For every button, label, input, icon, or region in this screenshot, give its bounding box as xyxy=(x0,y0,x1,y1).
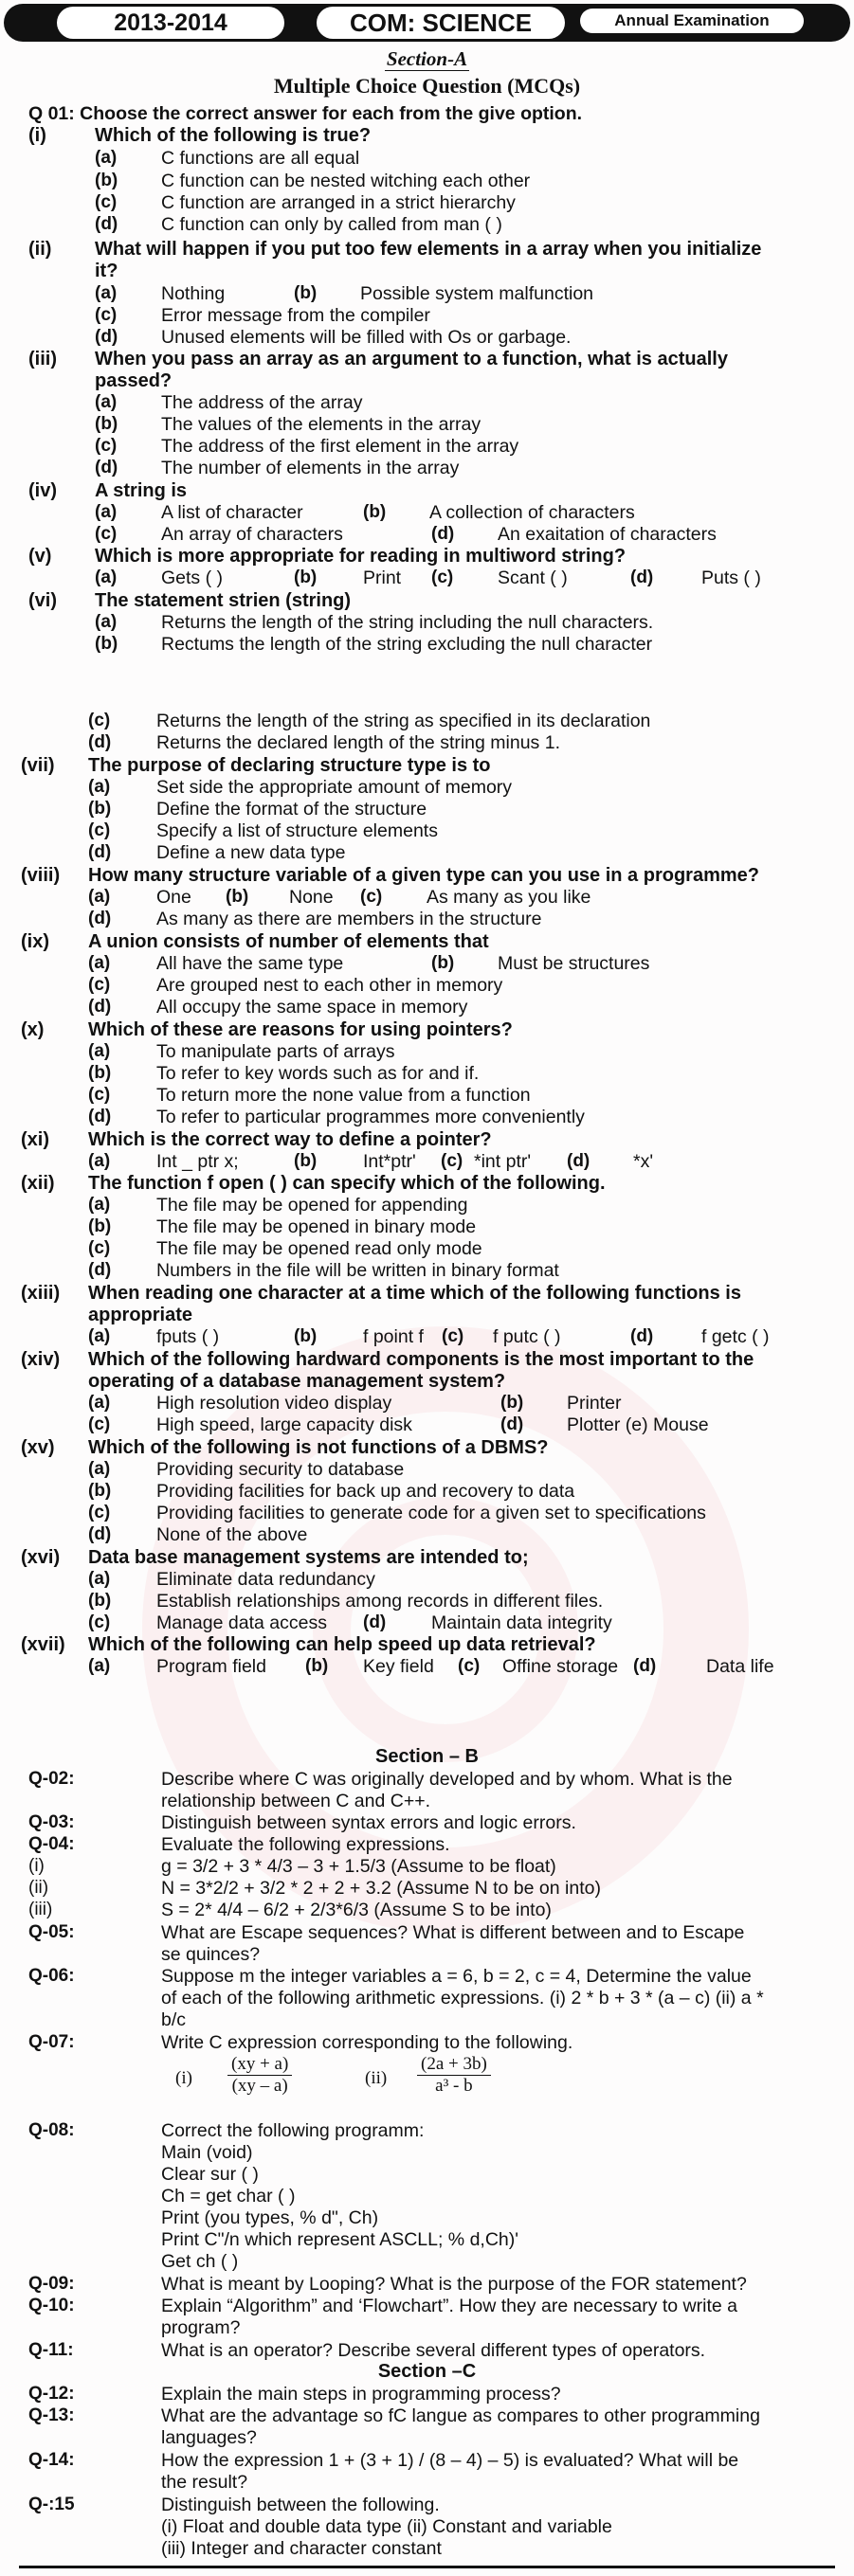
q12-option-a: The file may be opened for appending xyxy=(156,1195,468,1216)
q14-line-1: How the expression 1 + (3 + 1) / (8 – 4) – 5) is evaluated? What will be xyxy=(161,2450,739,2471)
option-label: (b) xyxy=(500,1393,524,1413)
option-label: (b) xyxy=(88,1591,112,1611)
q04-part-iii: S = 2* 4/4 – 6/2 + 2/3*6/3 (Assume S to be into) xyxy=(161,1900,552,1920)
option-label: (c) xyxy=(442,1326,464,1346)
q13-option-b: f point f xyxy=(363,1326,424,1347)
q4-option-a: A list of character xyxy=(161,502,303,523)
q6-option-b: Rectums the length of the string excluding the null character xyxy=(161,634,653,655)
q07-line-1: Write C expression corresponding to the following. xyxy=(161,2032,573,2053)
q10-line-1: Explain “Algorithm” and ‘Flowchart”. How they are necessary to write a xyxy=(161,2296,737,2316)
q2-option-b: Possible system malfunction xyxy=(360,283,594,304)
option-label: (a) xyxy=(95,567,118,587)
q11-option-d: *x' xyxy=(633,1151,654,1172)
exam-type: Annual Examination xyxy=(580,9,804,33)
option-label: (d) xyxy=(88,842,112,862)
q08-line-3: Clear sur ( ) xyxy=(161,2164,259,2185)
q09-label: Q-09: xyxy=(28,2274,75,2294)
option-label: (a) xyxy=(88,1656,111,1676)
q14-option-c: High speed, large capacity disk xyxy=(156,1414,412,1435)
q07-f1-denominator: (xy – a) xyxy=(231,2076,288,2096)
q9-option-b: Must be structures xyxy=(498,953,650,974)
q06-label: Q-06: xyxy=(28,1966,75,1986)
q10-label: Q-10: xyxy=(28,2296,75,2315)
option-label: (c) xyxy=(458,1656,481,1676)
q6-option-c: Returns the length of the string as specified in its declaration xyxy=(156,711,651,731)
q6-text: The statement strien (string) xyxy=(95,590,352,611)
option-label: (d) xyxy=(630,1326,654,1346)
q3-option-a: The address of the array xyxy=(161,392,363,413)
option-label: (b) xyxy=(431,953,455,973)
option-label: (d) xyxy=(95,214,118,234)
q13-option-c: f putc ( ) xyxy=(493,1326,561,1347)
q9-option-d: All occupy the same space in memory xyxy=(156,997,468,1018)
q07-f1-label: (i) xyxy=(175,2068,192,2088)
q08-line-6: Print C"/n which represent ASCLL; % d,Ch)' xyxy=(161,2229,518,2250)
option-label: (c) xyxy=(431,567,454,587)
q4-option-d: An exaitation of characters xyxy=(498,524,717,545)
option-label: (b) xyxy=(226,887,249,907)
q13-text: When reading one character at a time which of the following functions is xyxy=(88,1283,741,1304)
q08-line-2: Main (void) xyxy=(161,2142,253,2163)
option-label: (c) xyxy=(88,1414,111,1434)
q02-label: Q-02: xyxy=(28,1769,75,1789)
q2-option-a: Nothing xyxy=(161,283,226,304)
q08-line-7: Get ch ( ) xyxy=(161,2251,239,2272)
q4-option-c: An array of characters xyxy=(161,524,343,545)
q10-text: Which of these are reasons for using pointers? xyxy=(88,1019,513,1040)
option-label: (c) xyxy=(88,1612,111,1632)
q5-option-c: Scant ( ) xyxy=(498,567,568,588)
option-label: (d) xyxy=(431,524,455,544)
q2-text-cont: it? xyxy=(95,261,118,281)
q17-option-b: Key field xyxy=(363,1656,434,1677)
mcq-title: Multiple Choice Question (MCQs) xyxy=(273,74,581,98)
q15-line-3: (iii) Integer and character constant xyxy=(161,2538,442,2559)
q7-number: (vii) xyxy=(21,755,55,776)
q6-number: (vi) xyxy=(28,590,57,611)
q4-number: (iv) xyxy=(28,480,57,501)
q13-number: (xiii) xyxy=(21,1283,61,1304)
option-label: (a) xyxy=(88,1569,111,1589)
option-label: (d) xyxy=(88,1260,112,1280)
q06-line-1: Suppose m the integer variables a = 6, b = 2, c = 4, Determine the value xyxy=(161,1966,752,1987)
q12-line-1: Explain the main steps in programming process? xyxy=(161,2384,561,2405)
q04-part-i-label: (i) xyxy=(28,1856,45,1876)
q15-label: Q-:15 xyxy=(28,2495,75,2514)
q2-number: (ii) xyxy=(28,239,52,260)
q11-option-c: *int ptr' xyxy=(474,1151,532,1172)
q15-line-1: Distinguish between the following. xyxy=(161,2495,440,2515)
option-label: (b) xyxy=(305,1656,329,1676)
option-label: (c) xyxy=(88,1503,111,1522)
option-label: (a) xyxy=(95,392,118,412)
q16-number: (xvi) xyxy=(21,1547,61,1568)
q11-option-a: Int _ ptr x; xyxy=(156,1151,239,1172)
q3-text-cont: passed? xyxy=(95,370,173,391)
q1-text: Which of the following is true? xyxy=(95,125,372,146)
q1-option-a: C functions are all equal xyxy=(161,148,360,169)
q11-option-b: Int*ptr' xyxy=(363,1151,416,1172)
q5-option-b: Print xyxy=(363,567,402,588)
q10-option-d: To refer to particular programmes more conveniently xyxy=(156,1107,585,1127)
q5-number: (v) xyxy=(28,546,52,567)
option-label: (d) xyxy=(88,732,112,752)
q15-line-2: (i) Float and double data type (ii) Constant and variable xyxy=(161,2516,612,2537)
q3-number: (iii) xyxy=(28,349,57,369)
q14-option-b: Printer xyxy=(567,1393,622,1414)
q13-line-1: What are the advantage so fC langue as compares to other programming xyxy=(161,2405,760,2426)
option-label: (d) xyxy=(88,1107,112,1126)
q17-text: Which of the following can help speed up data retrieval? xyxy=(88,1634,596,1655)
q9-option-c: Are grouped nest to each other in memory xyxy=(156,975,503,996)
option-label: (c) xyxy=(441,1151,463,1171)
q03-label: Q-03: xyxy=(28,1812,75,1832)
option-label: (a) xyxy=(88,887,111,907)
q15-number: (xv) xyxy=(21,1437,55,1458)
q12-number: (xii) xyxy=(21,1173,55,1194)
q05-label: Q-05: xyxy=(28,1922,75,1942)
q12-text: The function f open ( ) can specify which of the following. xyxy=(88,1173,606,1194)
option-label: (b) xyxy=(88,1481,112,1501)
q10-number: (x) xyxy=(21,1019,45,1040)
q7-option-a: Set side the appropriate amount of memory xyxy=(156,777,513,798)
q12-option-d: Numbers in the file will be written in binary format xyxy=(156,1260,559,1281)
q14-line-2: the result? xyxy=(161,2472,248,2493)
q12-label: Q-12: xyxy=(28,2384,75,2404)
q10-option-c: To return more the none value from a function xyxy=(156,1085,531,1106)
q13-label: Q-13: xyxy=(28,2405,75,2425)
option-label: (a) xyxy=(88,1151,111,1171)
q15-option-a: Providing security to database xyxy=(156,1459,405,1480)
option-label: (b) xyxy=(294,1151,318,1171)
q13-option-a: fputs ( ) xyxy=(156,1326,220,1347)
q06-line-2: of each of the following arithmetic expressions. (i) 2 * b + 3 * (a – c) (ii) a * xyxy=(161,1988,764,2009)
subject-title: COM: SCIENCE xyxy=(317,7,565,39)
q7-option-b: Define the format of the structure xyxy=(156,799,427,820)
option-label: (d) xyxy=(88,997,112,1017)
q14-label: Q-14: xyxy=(28,2450,75,2470)
option-label: (b) xyxy=(88,799,112,819)
option-label: (d) xyxy=(567,1151,591,1171)
option-label: (d) xyxy=(633,1656,657,1676)
q9-number: (ix) xyxy=(21,931,49,952)
option-label: (b) xyxy=(88,1063,112,1083)
q2-option-d: Unused elements will be filled with Os or garbage. xyxy=(161,327,572,348)
option-label: (c) xyxy=(88,820,111,840)
option-label: (b) xyxy=(294,1326,318,1346)
option-label: (b) xyxy=(95,634,118,654)
q5-option-a: Gets ( ) xyxy=(161,567,224,588)
option-label: (a) xyxy=(88,1326,111,1346)
q13-line-2: languages? xyxy=(161,2427,257,2448)
option-label: (c) xyxy=(95,192,118,212)
q05-line-1: What are Escape sequences? What is different between and to Escape xyxy=(161,1922,745,1943)
q11-text: Which is the correct way to define a pointer? xyxy=(88,1129,492,1150)
q8-number: (viii) xyxy=(21,865,61,886)
option-label: (a) xyxy=(95,502,118,522)
q08-line-1: Correct the following programm: xyxy=(161,2120,425,2141)
q07-fraction-1 xyxy=(227,2054,292,2097)
q1-option-d: C function can only by called from man ( ) xyxy=(161,214,502,235)
option-label: (d) xyxy=(95,327,118,347)
option-label: (b) xyxy=(294,283,318,303)
option-label: (a) xyxy=(88,1393,111,1413)
q04-part-iii-label: (iii) xyxy=(28,1900,53,1919)
q10-option-b: To refer to key words such as for and if. xyxy=(156,1063,480,1084)
q15-option-c: Providing facilities to generate code for a given set to specifications xyxy=(156,1503,706,1523)
option-label: (c) xyxy=(360,887,383,907)
q4-text: A string is xyxy=(95,480,188,501)
option-label: (a) xyxy=(88,1041,111,1061)
option-label: (a) xyxy=(95,283,118,303)
bottom-divider xyxy=(19,2566,835,2568)
option-label: (d) xyxy=(500,1414,524,1434)
option-label: (a) xyxy=(88,1195,111,1215)
option-label: (d) xyxy=(630,567,654,587)
q8-text: How many structure variable of a given type can you use in a programme? xyxy=(88,865,759,886)
option-label: (b) xyxy=(95,414,118,434)
q6-option-a: Returns the length of the string including the null characters. xyxy=(161,612,654,633)
q15-text: Which of the following is not functions of a DBMS? xyxy=(88,1437,549,1458)
section-a-heading: Section-A xyxy=(386,47,468,70)
q02-line-2: relationship between C and C++. xyxy=(161,1791,431,1811)
q07-fraction-2 xyxy=(417,2054,491,2097)
section-b-heading: Section – B xyxy=(375,1746,479,1767)
q07-f1-numerator: (xy + a) xyxy=(227,2054,292,2076)
option-label: (b) xyxy=(95,171,118,190)
q5-option-d: Puts ( ) xyxy=(701,567,761,588)
q07-f2-label: (ii) xyxy=(365,2068,388,2088)
option-label: (d) xyxy=(88,1524,112,1544)
q04-line-1: Evaluate the following expressions. xyxy=(161,1834,450,1855)
q11-label: Q-11: xyxy=(28,2340,74,2360)
q11-line-1: What is an operator? Describe several different types of operators. xyxy=(161,2340,706,2361)
q7-text: The purpose of declaring structure type is to xyxy=(88,755,491,776)
q9-text: A union consists of number of elements that xyxy=(88,931,489,952)
q04-part-i: g = 3/2 + 3 * 4/3 – 3 + 1.5/3 (Assume to be float) xyxy=(161,1856,556,1877)
q04-part-ii-label: (ii) xyxy=(28,1878,49,1898)
option-label: (b) xyxy=(88,1216,112,1236)
q14-option-a: High resolution video display xyxy=(156,1393,392,1414)
option-label: (d) xyxy=(88,909,112,928)
q17-option-d: Data life xyxy=(706,1656,774,1677)
q7-option-d: Define a new data type xyxy=(156,842,346,863)
q4-option-b: A collection of characters xyxy=(429,502,635,523)
option-label: (c) xyxy=(88,1238,111,1258)
q7-option-c: Specify a list of structure elements xyxy=(156,820,438,841)
q14-text-cont: operating of a database management system? xyxy=(88,1371,506,1392)
q2-option-c: Error message from the compiler xyxy=(161,305,430,326)
q07-label: Q-07: xyxy=(28,2032,75,2052)
q03-line-1: Distinguish between syntax errors and logic errors. xyxy=(161,1812,576,1833)
exam-year: 2013-2014 xyxy=(57,7,284,39)
q07-f2-numerator: (2a + 3b) xyxy=(417,2054,491,2076)
q1-option-b: C function can be nested witching each other xyxy=(161,171,531,191)
q12-option-c: The file may be opened read only mode xyxy=(156,1238,482,1259)
q14-number: (xiv) xyxy=(21,1349,61,1370)
option-label: (c) xyxy=(88,1085,111,1105)
option-label: (d) xyxy=(363,1612,387,1632)
q08-line-5: Print (you types, % d", Ch) xyxy=(161,2207,379,2228)
q2-text: What will happen if you put too few elements in a array when you initialize xyxy=(95,239,762,260)
option-label: (c) xyxy=(95,524,118,544)
mcq-instruction: Q 01: Choose the correct answer for each from the give option. xyxy=(28,103,583,124)
q04-part-ii: N = 3*2/2 + 3/2 * 2 + 2 + 3.2 (Assume N to be on into) xyxy=(161,1878,601,1899)
q1-number: (i) xyxy=(28,125,46,146)
option-label: (d) xyxy=(95,458,118,477)
q05-line-2: se quinces? xyxy=(161,1944,261,1965)
option-label: (c) xyxy=(95,305,118,325)
q02-line-1: Describe where C was originally developed and by whom. What is the xyxy=(161,1769,733,1790)
q17-option-c: Offine storage xyxy=(502,1656,619,1677)
q5-text: Which is more appropriate for reading in multiword string? xyxy=(95,546,627,567)
q8-option-a: One xyxy=(156,887,191,908)
section-c-heading: Section –C xyxy=(377,2361,477,2382)
option-label: (c) xyxy=(95,436,118,456)
q3-text: When you pass an array as an argument to a function, what is actually xyxy=(95,349,728,369)
q10-line-2: program? xyxy=(161,2317,241,2338)
q07-f2-denominator: a³ - b xyxy=(435,2076,473,2096)
q08-label: Q-08: xyxy=(28,2120,75,2140)
q1-option-c: C function are arranged in a strict hierarchy xyxy=(161,192,516,213)
option-label: (a) xyxy=(95,612,118,632)
option-label: (c) xyxy=(88,975,111,995)
q17-number: (xvii) xyxy=(21,1634,65,1655)
q09-line-1: What is meant by Looping? What is the purpose of the FOR statement? xyxy=(161,2274,747,2295)
q16-option-b: Establish relationships among records in different files. xyxy=(156,1591,604,1612)
q16-text: Data base management systems are intended to; xyxy=(88,1547,529,1568)
q06-line-3: b/c xyxy=(161,2009,187,2030)
option-label: (a) xyxy=(88,953,111,973)
q11-number: (xi) xyxy=(21,1129,49,1150)
q3-option-c: The address of the first element in the array xyxy=(161,436,519,457)
q16-option-c: Manage data access xyxy=(156,1612,327,1633)
option-label: (a) xyxy=(95,148,118,168)
q8-option-c: As many as you like xyxy=(427,887,591,908)
q16-option-d: Maintain data integrity xyxy=(431,1612,612,1633)
q13-option-d: f getc ( ) xyxy=(701,1326,770,1347)
q6-option-d: Returns the declared length of the string minus 1. xyxy=(156,732,560,753)
q15-option-b: Providing facilities for back up and recovery to data xyxy=(156,1481,575,1502)
q08-line-4: Ch = get char ( ) xyxy=(161,2186,296,2207)
q16-option-a: Eliminate data redundancy xyxy=(156,1569,375,1590)
q12-option-b: The file may be opened in binary mode xyxy=(156,1216,477,1237)
q9-option-a: All have the same type xyxy=(156,953,344,974)
q10-option-a: To manipulate parts of arrays xyxy=(156,1041,395,1062)
q17-option-a: Program field xyxy=(156,1656,266,1677)
option-label: (b) xyxy=(363,502,387,522)
q14-option-d: Plotter (e) Mouse xyxy=(567,1414,709,1435)
option-label: (a) xyxy=(88,777,111,797)
option-label: (a) xyxy=(88,1459,111,1479)
q13-text-cont: appropriate xyxy=(88,1305,193,1325)
q8-option-d: As many as there are members in the structure xyxy=(156,909,542,929)
q14-text: Which of the following hardward components is the most important to the xyxy=(88,1349,754,1370)
q8-option-b: None xyxy=(289,887,334,908)
q3-option-b: The values of the elements in the array xyxy=(161,414,482,435)
q3-option-d: The number of elements in the array xyxy=(161,458,460,478)
option-label: (b) xyxy=(294,567,318,587)
option-label: (c) xyxy=(88,711,111,730)
q15-option-d: None of the above xyxy=(156,1524,308,1545)
q04-label: Q-04: xyxy=(28,1834,75,1854)
